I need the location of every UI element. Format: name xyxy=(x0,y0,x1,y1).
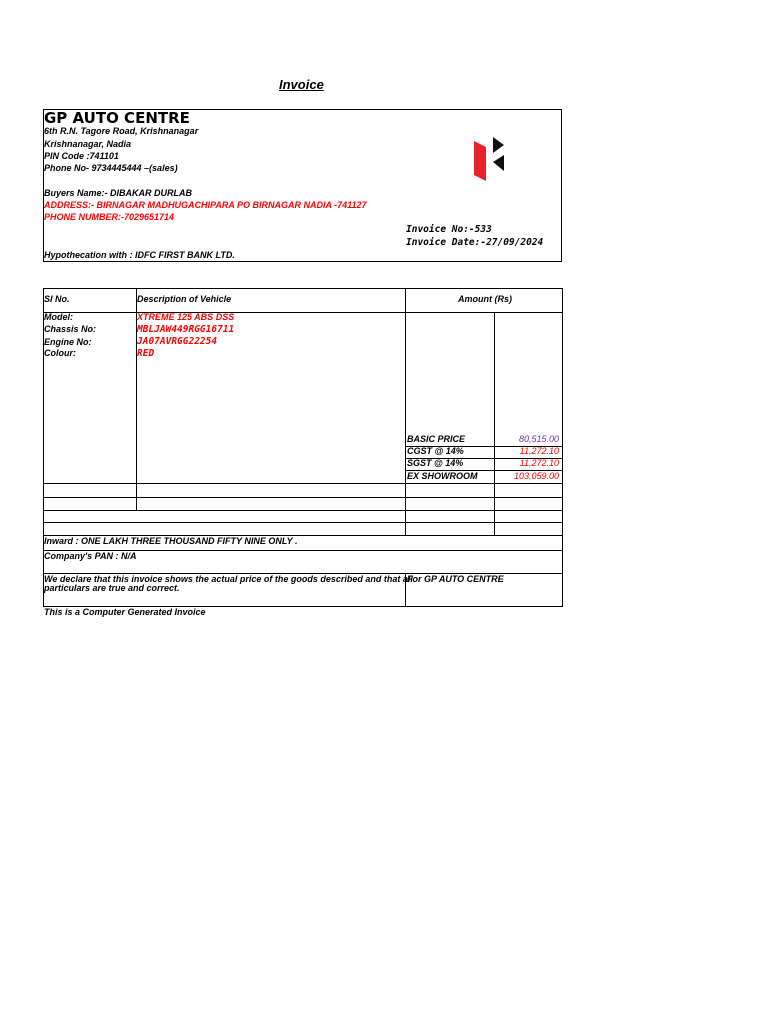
seller-phone: Phone No- 9734445444 –(sales) xyxy=(44,163,178,173)
buyer-phone: PHONE NUMBER:-7029651714 xyxy=(44,212,175,222)
company-pan: Company's PAN : N/A xyxy=(44,551,137,561)
hypothecation: Hypothecation with : IDFC FIRST BANK LTD. xyxy=(44,250,235,260)
seller-address-1: 6th R.N. Tagore Road, Krishnanagar xyxy=(44,126,199,136)
col-amount-header: Amount (Rs) xyxy=(458,294,512,304)
buyer-address: ADDRESS:- BIRNAGAR MADHUGACHIPARA PO BIRNAGAR NADIA -741127 xyxy=(44,200,367,210)
buyer-name: Buyers Name:- DIBAKAR DURLAB xyxy=(44,188,193,198)
col-desc-header: Description of Vehicle xyxy=(137,294,232,304)
col-sl-header: SI No. xyxy=(44,294,70,304)
model-label: Model: xyxy=(44,312,73,322)
ex-showroom-label: EX SHOWROOM xyxy=(407,471,478,481)
cgst-label: CGST @ 14% xyxy=(407,446,464,456)
invoice-title: Invoice xyxy=(279,77,324,92)
invoice-number: Invoice No:-533 xyxy=(406,224,492,235)
sgst-value: 11,272.10 xyxy=(519,458,559,468)
model-value: XTREME 125 ABS DSS xyxy=(137,312,235,322)
seller-pin: PIN Code :741101 xyxy=(44,151,119,161)
basic-price-value: 80,515.00 xyxy=(518,434,559,444)
chassis-value: MBLJAW449RGG16711 xyxy=(137,324,235,335)
declaration-line-2: particulars are true and correct. xyxy=(44,583,180,593)
chassis-label: Chassis No: xyxy=(44,324,97,334)
ex-showroom-value: 103,059.00 xyxy=(513,471,559,481)
invoice-date: Invoice Date:-27/09/2024 xyxy=(406,237,544,248)
amount-in-words: Inward : ONE LAKH THREE THOUSAND FIFTY NINE ONLY . xyxy=(44,536,298,546)
colour-label: Colour: xyxy=(44,348,76,358)
sgst-label: SGST @ 14% xyxy=(407,458,464,468)
seller-address-2: Krishnanagar, Nadia xyxy=(44,139,132,149)
colour-value: RED xyxy=(137,348,155,359)
engine-label: Engine No: xyxy=(44,337,92,347)
declaration-line-1: We declare that this invoice shows the actual price of the goods described and that all xyxy=(44,574,413,584)
hero-logo-icon xyxy=(472,137,506,182)
basic-price-label: BASIC PRICE xyxy=(407,434,466,444)
footer-note: This is a Computer Generated Invoice xyxy=(44,607,206,617)
company-name: GP AUTO CENTRE xyxy=(44,109,190,127)
engine-value: JA07AVRGG22254 xyxy=(137,336,218,347)
signatory: For GP AUTO CENTRE xyxy=(407,574,504,584)
cgst-value: 11,272.10 xyxy=(519,446,559,456)
